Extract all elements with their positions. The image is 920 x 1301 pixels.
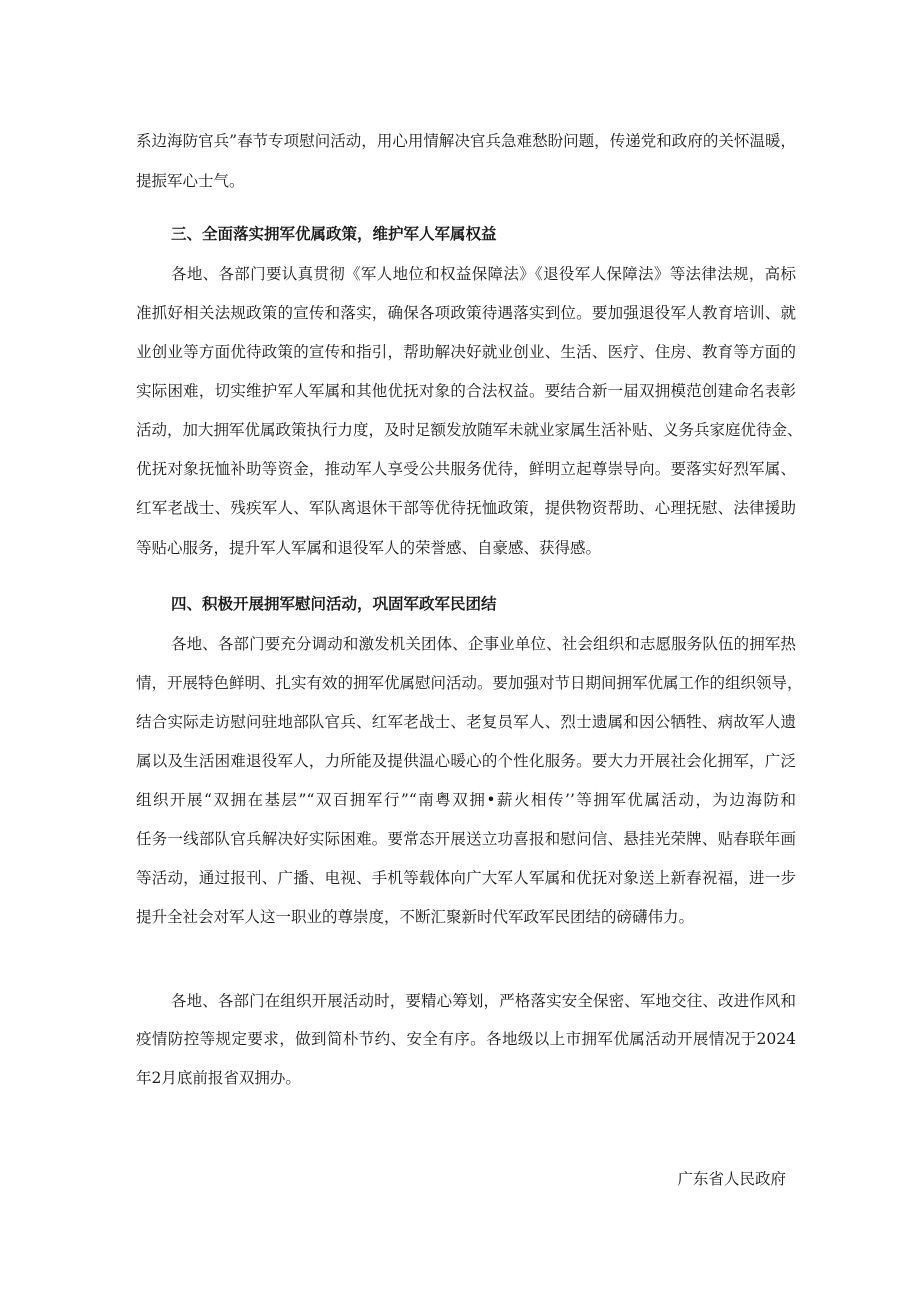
section-4-line-8: 提升全社会对军人这一职业的尊崇度，不断汇聚新时代军政军民团结的磅礴伟力。 <box>136 908 695 926</box>
section-4-line-5: 组织开展“双拥在基层”“双百拥军行”“南粤双拥•薪火相传’’等拥军优属活动，为边海防和 <box>136 791 796 809</box>
section-4-heading: 四、积极开展拥军慰问活动，巩固军政军民团结 <box>171 594 497 613</box>
intro-line-1: 系边海防官兵”春节专项慰问活动，用心用情解决官兵急难愁盼问题，传递党和政府的关怀温暖， <box>136 132 796 150</box>
section-3-line-7: 红军老战士、残疾军人、军队离退休干部等优待抚恤政策，提供物资帮助、心理抚慰、法律援助 <box>136 499 796 517</box>
section-3-line-6: 优抚对象抚恤补助等资金，推动军人享受公共服务优待，鲜明立起尊崇导向。要落实好烈军属、 <box>136 460 796 478</box>
closing-line-3: 年2月底前报省双拥办。 <box>136 1069 301 1087</box>
section-3-heading: 三、全面落实拥军优属政策，维护军人军属权益 <box>171 224 497 243</box>
signature-issuer: 广东省人民政府 <box>677 1170 786 1188</box>
section-4-line-2: 情，开展特色鲜明、扎实有效的拥军优属慰问活动。要加强对节日期间拥军优属工作的组织领导， <box>136 674 803 692</box>
section-4-line-3: 结合实际走访慰问驻地部队官兵、红军老战士、老复员军人、烈士遗属和因公牺牲、病故军人遗 <box>136 713 796 731</box>
closing-line-2: 疫情防控等规定要求，做到简朴节约、安全有序。各地级以上市拥军优属活动开展情况于2024 <box>136 1030 796 1048</box>
section-3-line-1: 各地、各部门要认真贯彻《军人地位和权益保障法》《退役军人保障法》等法律法规，高标 <box>171 265 796 283</box>
section-3-line-8: 等贴心服务，提升军人军属和退役军人的荣誉感、自豪感、获得感。 <box>136 539 602 557</box>
closing-line-1: 各地、各部门在组织开展活动时，要精心筹划，严格落实安全保密、军地交往、改进作风和 <box>171 992 796 1010</box>
section-4-line-7: 等活动，通过报刊、广播、电视、手机等载体向广大军人军属和优抚对象送上新春祝福，进一步 <box>136 869 796 887</box>
section-3-line-5: 活动，加大拥军优属政策执行力度，及时足额发放随军未就业家属生活补贴、义务兵家庭优待金、 <box>136 421 803 439</box>
section-4-line-4: 属以及生活困难退役军人，力所能及提供温心暖心的个性化服务。要大力开展社会化拥军，广泛 <box>136 752 796 770</box>
section-4-line-6: 任务一线部队官兵解决好实际困难。要常态开展送立功喜报和慰问信、悬挂光荣牌、贴春联年画 <box>136 830 796 848</box>
section-3-line-4: 实际困难，切实维护军人军属和其他优抚对象的合法权益。要结合新一届双拥模范创建命名表彰 <box>136 382 796 400</box>
intro-line-2: 提振军心士气。 <box>136 172 245 190</box>
section-3-line-3: 业创业等方面优待政策的宣传和指引，帮助解决好就业创业、生活、医疗、住房、教育等方面的 <box>136 343 796 361</box>
section-4-line-1: 各地、各部门要充分调动和激发机关团体、企事业单位、社会组织和志愿服务队伍的拥军热 <box>171 635 796 653</box>
section-3-line-2: 准抓好相关法规政策的宣传和落实，确保各项政策待遇落实到位。要加强退役军人教育培训、就 <box>136 304 796 322</box>
